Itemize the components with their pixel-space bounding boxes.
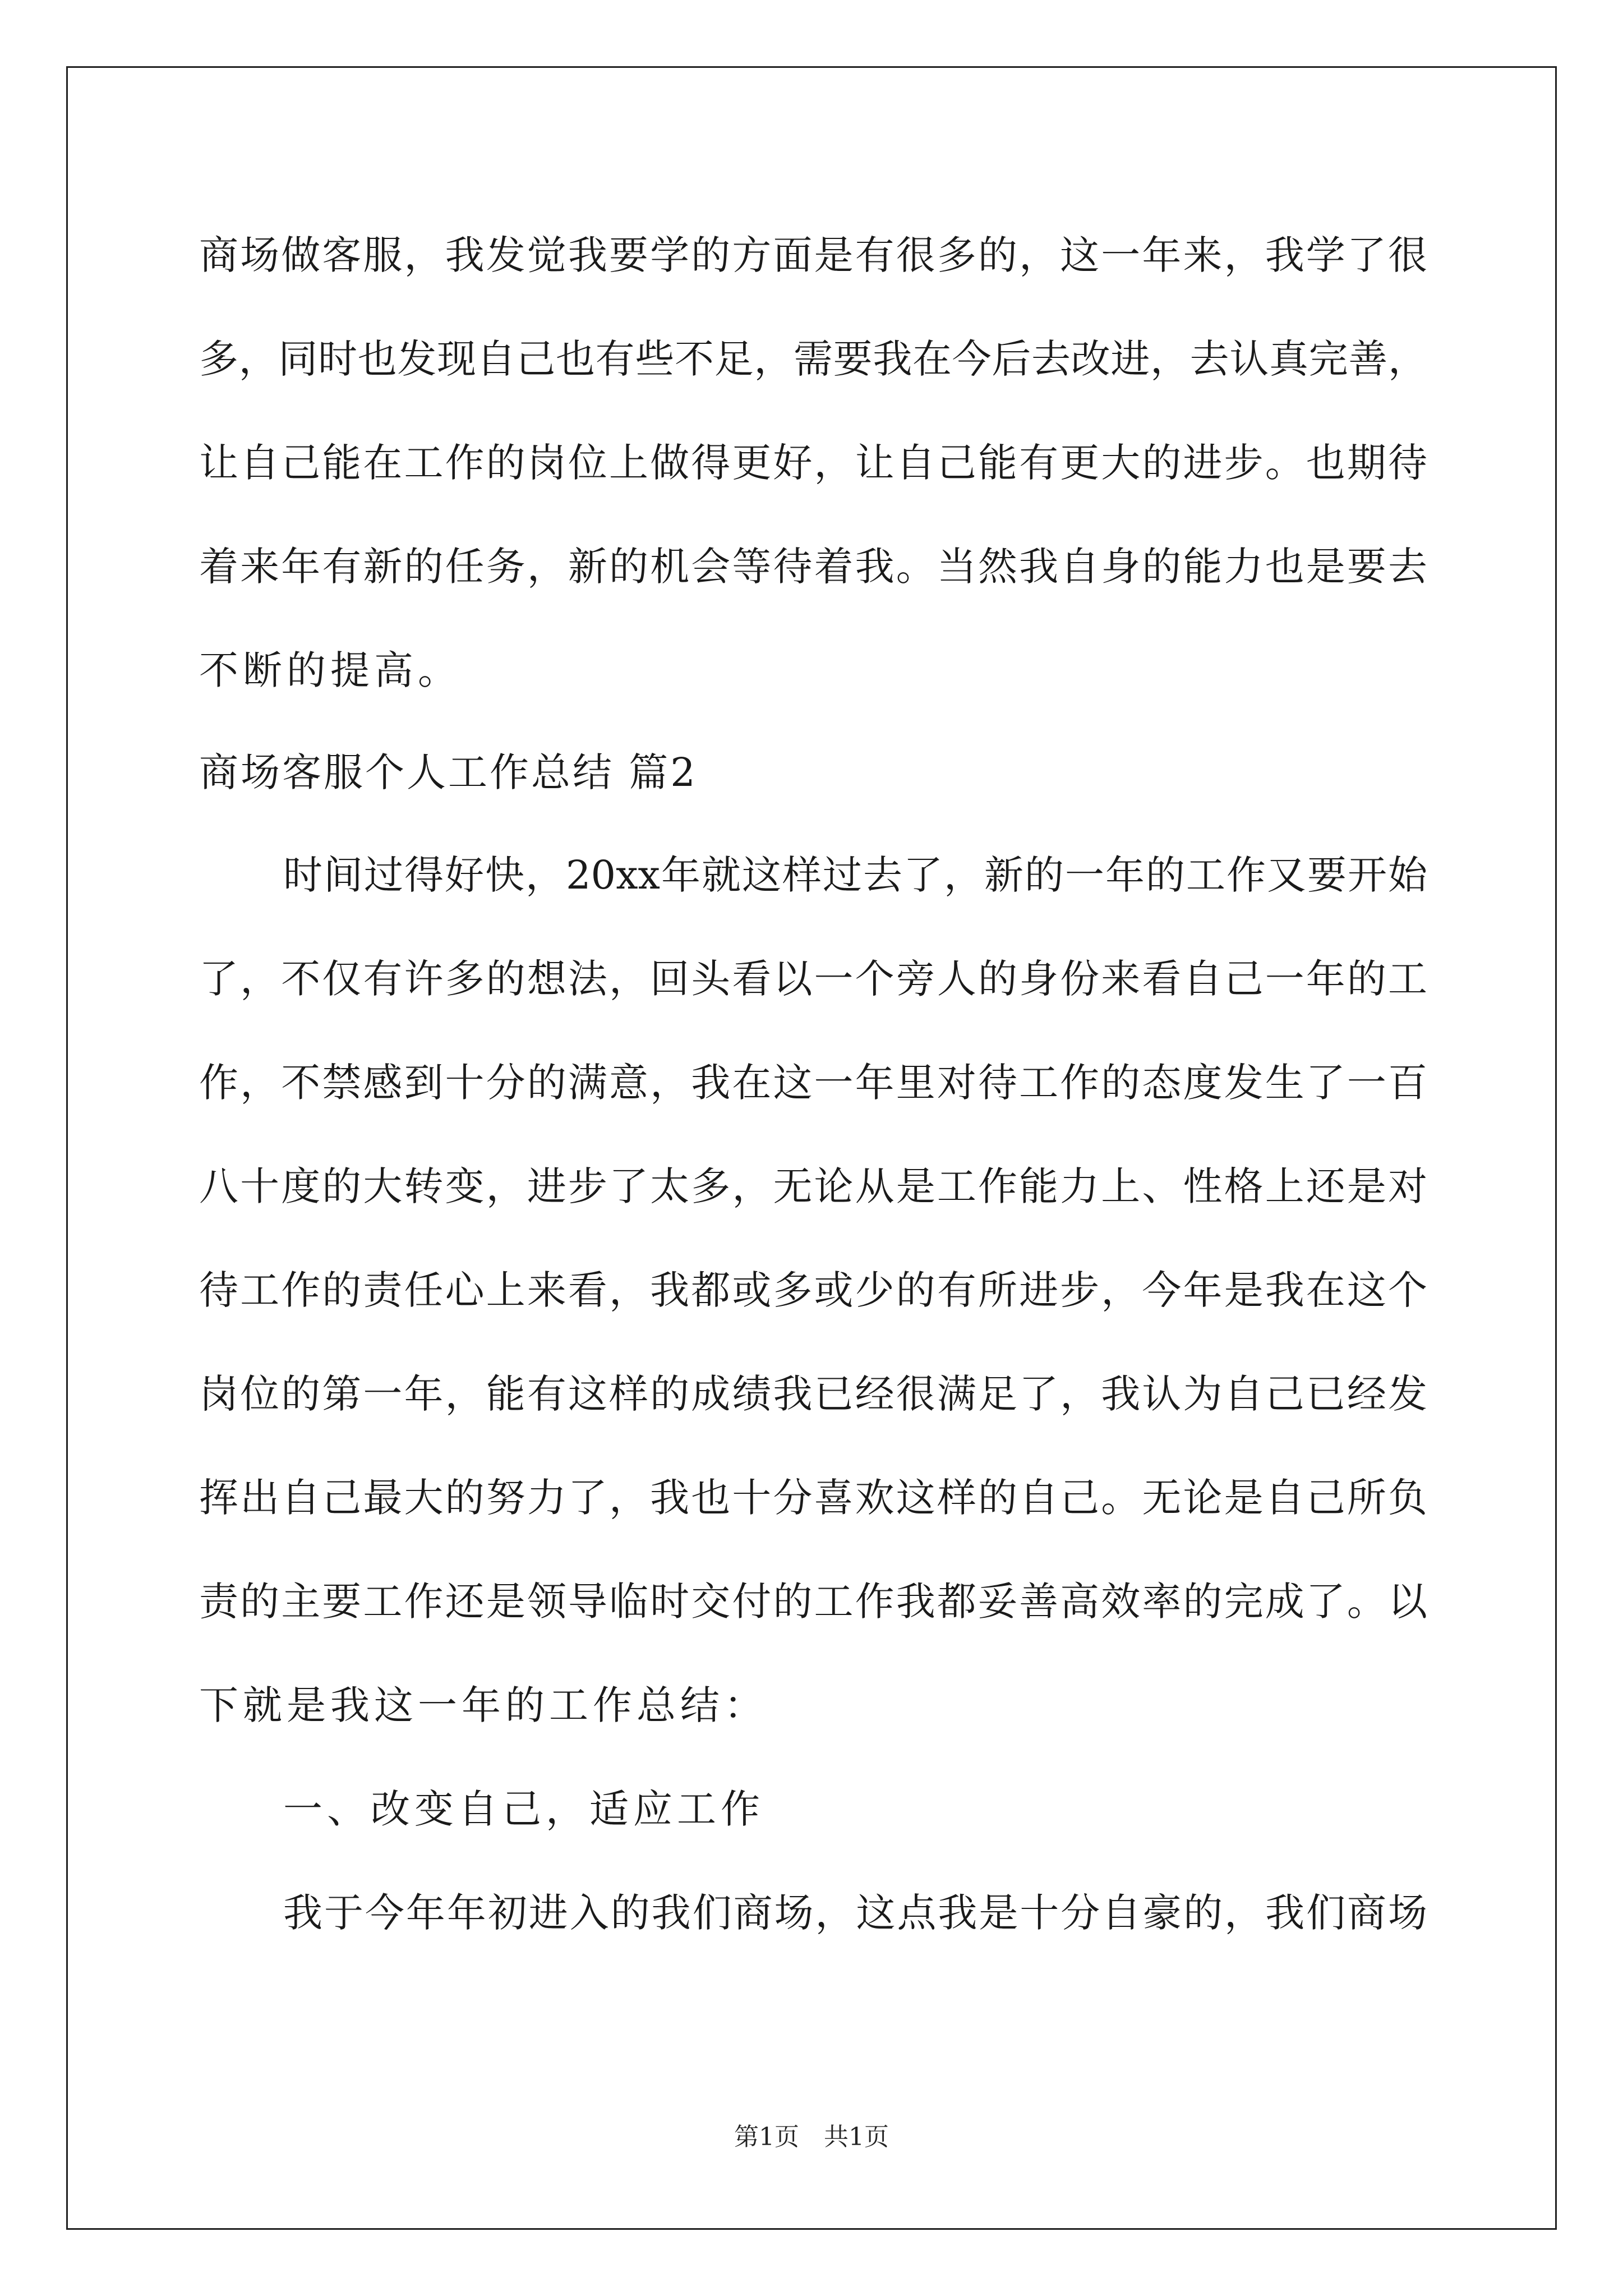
paragraph-1-line-3: 让自己能在工作的岗位上做得更好，让自己能有更大的进步。也期待 xyxy=(199,440,1427,486)
paragraph-1-line-1: 商场做客服，我发觉我要学的方面是有很多的，这一年来，我学了很 xyxy=(199,232,1427,278)
paragraph-2-line-3: 作，不禁感到十分的满意，我在这一年里对待工作的态度发生了一百 xyxy=(199,1060,1427,1106)
section-heading: 商场客服个人工作总结 篇2 xyxy=(199,749,698,795)
paragraph-2-line-8: 责的主要工作还是领导临时交付的工作我都妥善高效率的完成了。以 xyxy=(199,1579,1427,1625)
paragraph-1-line-2: 多，同时也发现自己也有些不足，需要我在今后去改进，去认真完善， xyxy=(199,336,1427,382)
paragraph-3-line-1: 我于今年年初进入的我们商场，这点我是十分自豪的，我们商场 xyxy=(283,1890,1427,1936)
paragraph-2-line-7: 挥出自己最大的努力了，我也十分喜欢这样的自己。无论是自己所负 xyxy=(199,1475,1427,1521)
page-number-total: 共1页 xyxy=(824,2123,889,2151)
paragraph-2-line-6: 岗位的第一年，能有这样的成绩我已经很满足了，我认为自己已经发 xyxy=(199,1371,1427,1417)
paragraph-1-line-5: 不断的提高。 xyxy=(199,647,462,693)
paragraph-1-line-4: 着来年有新的任务，新的机会等待着我。当然我自身的能力也是要去 xyxy=(199,544,1427,590)
subheading: 一、改变自己，适应工作 xyxy=(283,1786,764,1832)
page-number-current: 第1页 xyxy=(734,2123,799,2151)
page-footer xyxy=(0,2120,1623,2154)
paragraph-2-line-9: 下就是我这一年的工作总结： xyxy=(199,1682,768,1728)
paragraph-2-line-2: 了，不仅有许多的想法，回头看以一个旁人的身份来看自己一年的工 xyxy=(199,956,1427,1002)
paragraph-2-line-5: 待工作的责任心上来看，我都或多或少的有所进步，今年是我在这个 xyxy=(199,1267,1427,1313)
paragraph-2-line-1: 时间过得好快，20xx年就这样过去了，新的一年的工作又要开始 xyxy=(283,852,1427,898)
paragraph-2-line-4: 八十度的大转变，进步了太多，无论从是工作能力上、性格上还是对 xyxy=(199,1163,1427,1209)
